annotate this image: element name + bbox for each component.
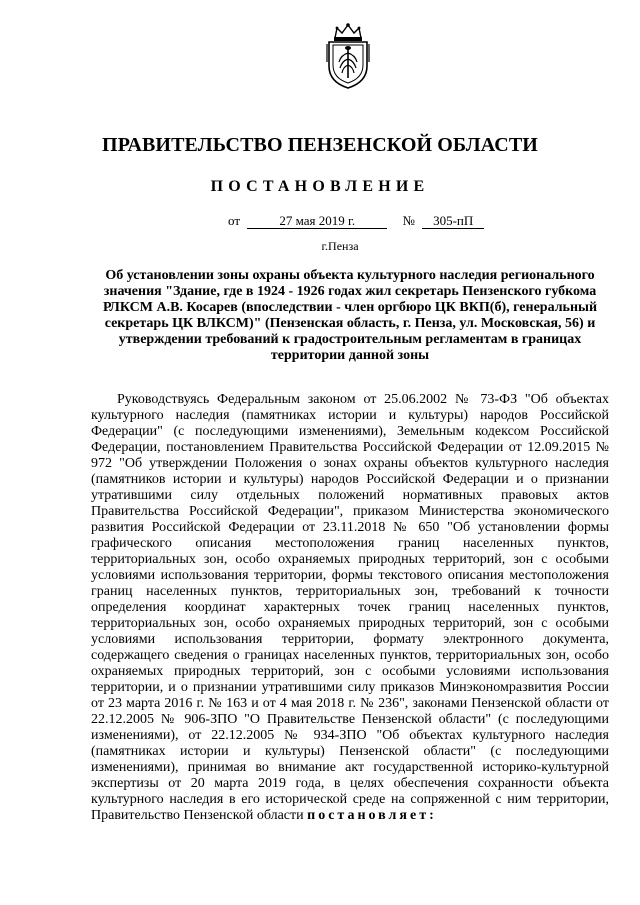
body-paragraph: [91, 392, 609, 824]
document-date: 27 мая 2019 г.: [247, 214, 387, 229]
organization-name: ПРАВИТЕЛЬСТВО ПЕНЗЕНСКОЙ ОБЛАСТИ: [102, 134, 538, 156]
resolution-word: постановляет:: [307, 808, 437, 823]
document-title: Об установлении зоны охраны объекта культурного наследия регионального значения "Здание, где в 1924 - 1926 годах жил секретарь Пензенского губкома РЛКСМ А.В. Косарев (впоследствии - член оргбюро ЦК ВКП(б), генеральный секретарь ЦК ВЛКСМ)" (Пензенская область, г. Пенза, ул. Московская, 56) и утверждении требований к градостроительным регламентам в границах территории данной зоны: [102, 268, 598, 363]
document-number: 305-пП: [422, 214, 484, 229]
penza-coat-of-arms-icon: [323, 22, 373, 90]
preamble-text: Руководствуясь Федеральным законом от 25.06.2002 № 73-ФЗ "Об объектах культурного наследия (памятниках истории и культуры) народов Российской Федерации" (с последующими изменениями), Земельным кодексом Российской Федерации, постановлением Правительства Российской Федерации от 12.09.2015 № 972 "Об утверждении Положения о зонах охраны объектов культурного наследия (памятников истории и культуры) народов Российской Федерации и о признании утратившими силу отдельных положений нормативных правовых актов Правительства Российской Федерации", приказом Министерства экономического развития Российской Федерации от 23.11.2018 № 650 "Об установлении формы графического описания местоположения границ населенных пунктов, территориальных зон, особо охраняемых природных территорий, зон с особыми условиями использования территории, формы текстового описания местоположения границ населенных пунктов, территориальных зон, требований к точности определения координат характерных точек границ населенных пунктов, территориальных зон, особо охраняемых природных территорий, зон с особыми условиями использования территории, формату электронного документа, содержащего сведения о границах населенных пунктов, территориальных зон, особо охраняемых природных территорий, зон с особыми условиями использования территории, и о признании утратившими силу приказов Минэкономразвития России от 23 марта 2016 г. № 163 и от 4 мая 2018 г. № 236", законами Пензенской области от 22.12.2005 № 906-ЗПО "О Правительстве Пензенской области" (с последующими изменениями), от 22.12.2005 № 934-ЗПО "Об объектах культурного наследия (памятниках истории и культуры) Пензенской области" (с последующими изменениями), принимая во внимание акт государственной историко-культурной экспертизы от 20 марта 2019 года, в целях обеспечения сохранности объекта культурного наследия в его исторической среде на сопряженной с ним территории, Правительство Пензенской области: [91, 392, 609, 823]
city: г.Пенза: [321, 239, 359, 253]
document-type: ПОСТАНОВЛЕНИЕ: [210, 178, 430, 195]
date-number-line: [228, 213, 484, 229]
number-prefix: №: [402, 213, 415, 228]
date-prefix: от: [228, 213, 241, 228]
